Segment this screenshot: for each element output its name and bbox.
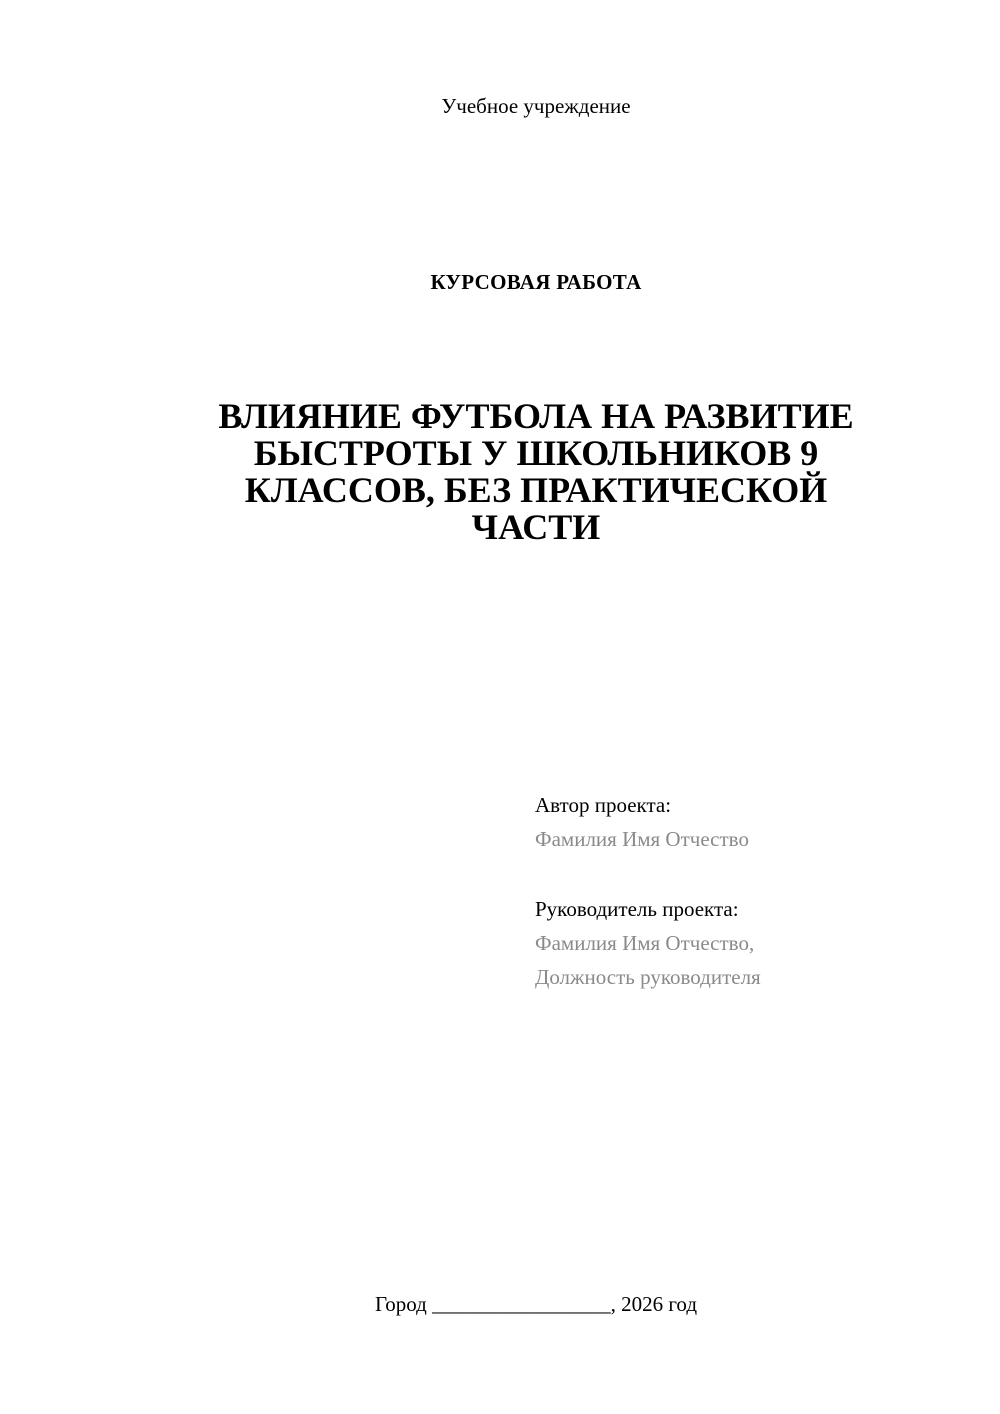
title-line: КЛАССОВ, БЕЗ ПРАКТИЧЕСКОЙ [244, 470, 828, 510]
document-type: КУРСОВАЯ РАБОТА [430, 270, 642, 294]
author-label: Автор проекта: [535, 793, 672, 817]
spacer [535, 856, 955, 892]
city-year-line: Город _________________, 2026 год [374, 1292, 698, 1316]
institution-name: Учебное учреждение [441, 94, 631, 118]
supervisor-label: Руководитель проекта: [535, 897, 739, 921]
supervisor-name: Фамилия Имя Отчество, [535, 931, 755, 955]
document-title [180, 398, 892, 546]
title-line: БЫСТРОТЫ У ШКОЛЬНИКОВ 9 [253, 433, 819, 473]
author-name: Фамилия Имя Отчество [535, 827, 749, 851]
title-line: ЧАСТИ [471, 507, 601, 547]
title-line: ВЛИЯНИЕ ФУТБОЛА НА РАЗВИТИЕ [218, 396, 854, 436]
author-info-block [535, 788, 955, 994]
supervisor-position: Должность руководителя [535, 965, 761, 989]
